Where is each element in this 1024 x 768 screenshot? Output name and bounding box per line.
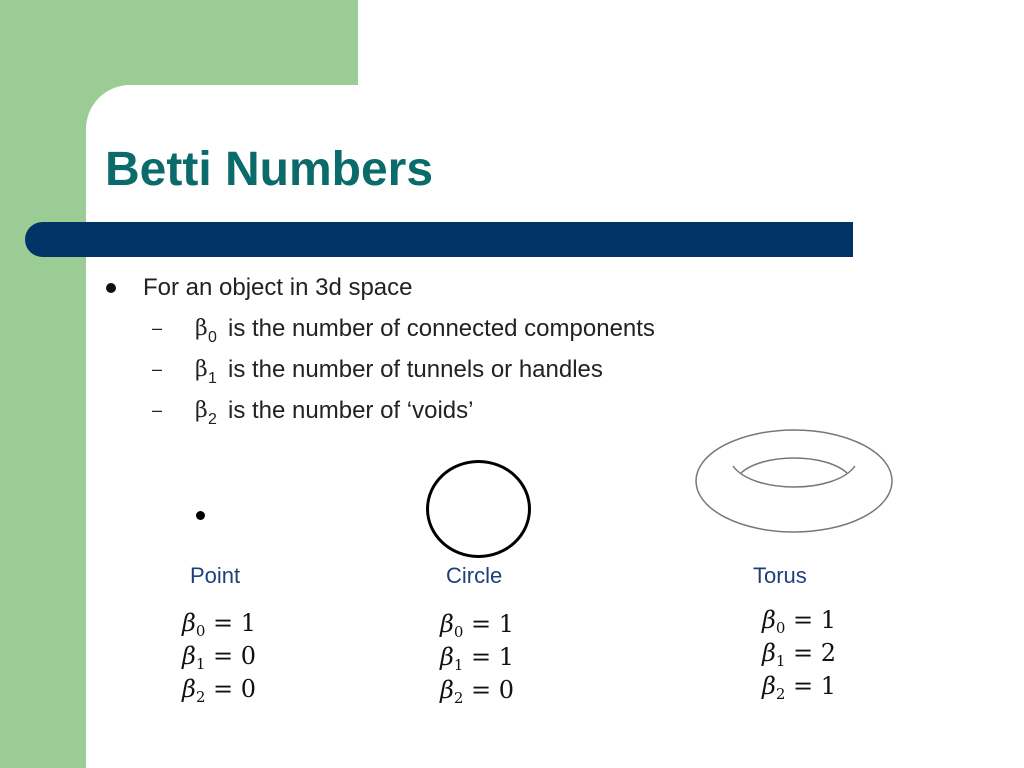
betti-row: $\beta_2 = 0$ (440, 676, 515, 707)
title-underline-bar (25, 222, 853, 257)
bullet-main-text: For an object in 3d space (143, 274, 413, 301)
circle-betti-values (440, 608, 514, 707)
beta-symbol: β (195, 357, 208, 382)
sub-bullet-text: is the number of ‘voids’ (228, 397, 474, 424)
slide-title: Betti Numbers (105, 143, 434, 196)
betti-row: $\beta_2 = 0$ (182, 675, 257, 706)
point-figure (196, 511, 205, 520)
circle-label: Circle (446, 563, 503, 588)
torus-betti-values (762, 604, 836, 703)
beta-symbol: β (195, 398, 208, 423)
sub-bullet-dash: – (152, 400, 163, 420)
point-betti-values (182, 607, 256, 706)
beta-subscript: 1 (208, 370, 217, 387)
sub-bullet-dash: – (152, 359, 163, 379)
point-label: Point (190, 563, 241, 588)
betti-row: $\beta_1 = 1$ (440, 643, 515, 674)
sub-bullet-text: is the number of connected components (228, 315, 655, 342)
beta-subscript: 0 (208, 329, 217, 346)
betti-row: $\beta_0 = 1$ (440, 610, 515, 641)
beta-symbol: β (195, 316, 208, 341)
betti-row: $\beta_0 = 1$ (182, 609, 257, 640)
sub-bullet-text: is the number of tunnels or handles (228, 356, 603, 383)
torus-figure (693, 428, 895, 538)
circle-figure (426, 460, 531, 558)
betti-row: $\beta_1 = 0$ (182, 642, 257, 673)
betti-row: $\beta_2 = 1$ (762, 672, 837, 703)
sub-bullet-dash: – (152, 318, 163, 338)
beta-subscript: 2 (208, 411, 217, 428)
betti-row: $\beta_1 = 2$ (762, 639, 837, 670)
green-left-strip (0, 0, 86, 768)
bullet-dot-icon (106, 283, 116, 293)
betti-row: $\beta_0 = 1$ (762, 606, 837, 637)
torus-label: Torus (753, 563, 807, 588)
